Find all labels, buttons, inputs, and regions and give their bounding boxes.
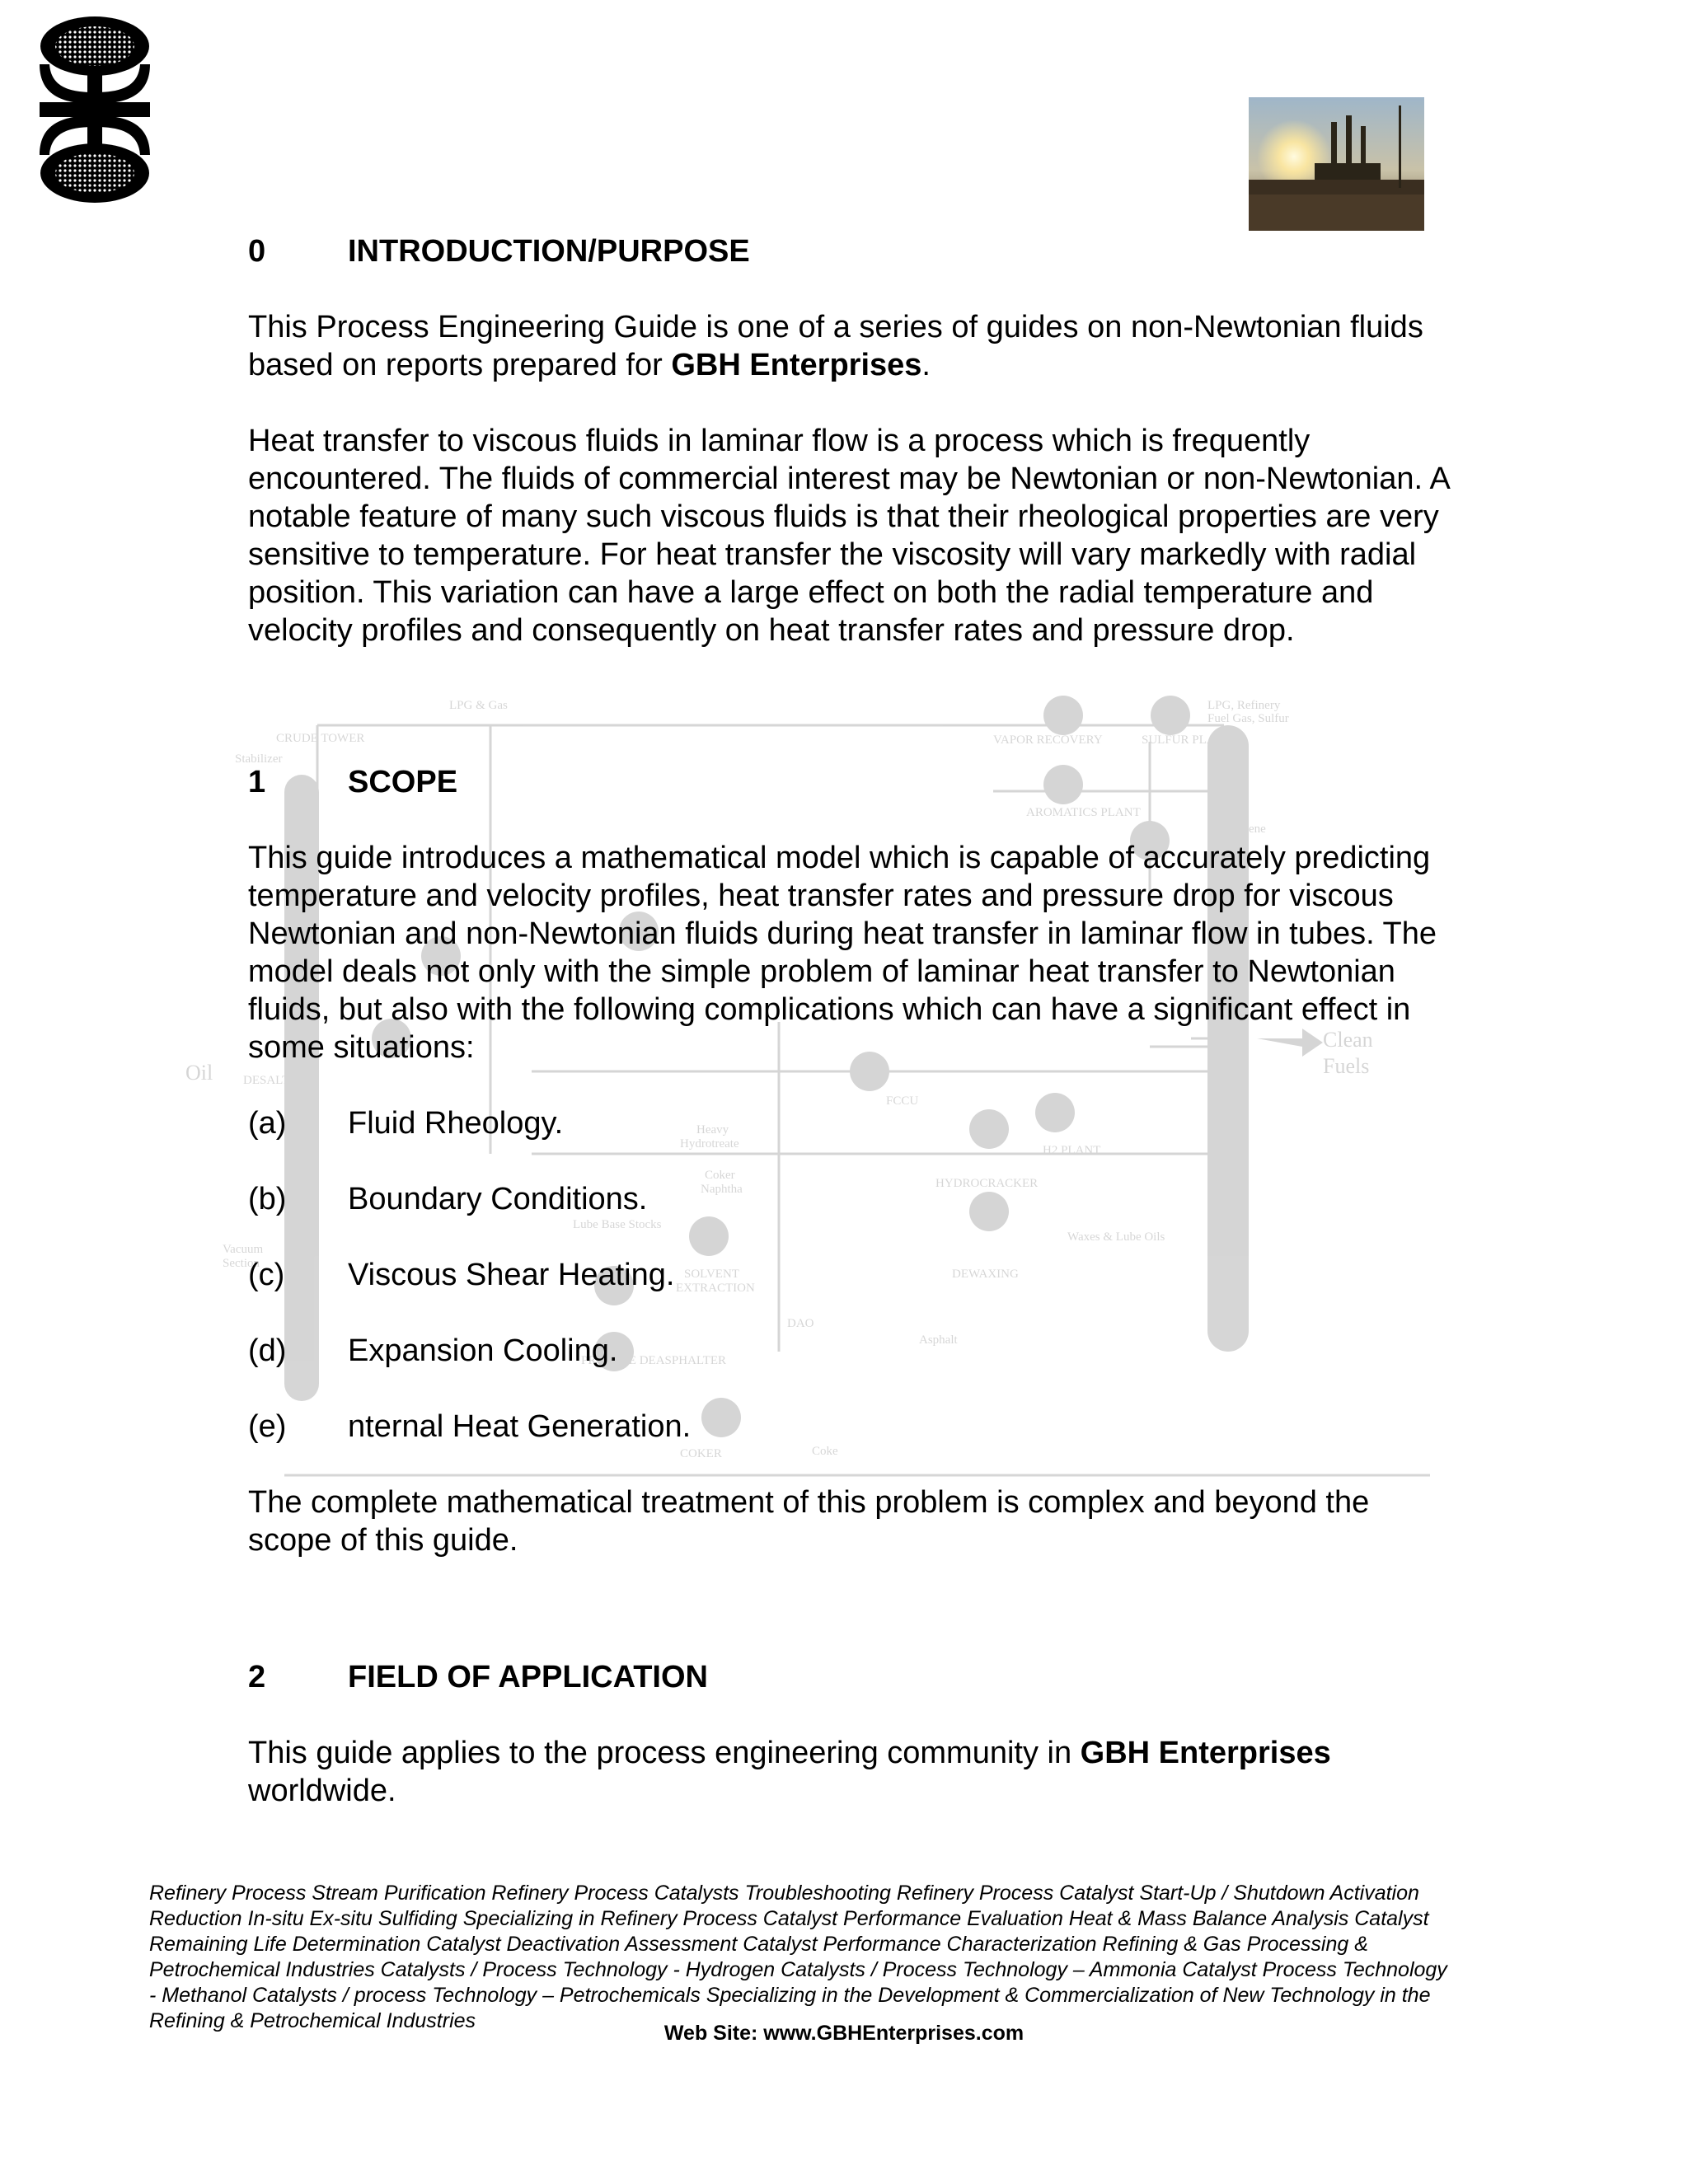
svg-text:DAO: DAO [787, 1317, 814, 1330]
svg-text:EXTRACTION: EXTRACTION [676, 1282, 755, 1295]
company-name: GBH Enterprises [671, 348, 922, 382]
svg-text:Propylene: Propylene [1216, 823, 1266, 836]
section-number: 1 [248, 765, 266, 799]
svg-text:LPG & Gas: LPG & Gas [449, 699, 508, 712]
list-text: Boundary Conditions. [348, 1182, 648, 1216]
scope-paragraph-1: This guide introduces a mathematical model which is capable of accurately predicting temperature and velocity profiles, heat transfer rates and pressure drop for viscous Newtonian and non-Newtonian fluids during heat transfer in laminar flow in tubes. The model deals not only with the simple problem of laminar heat transfer to Newtonian fluids, but also with the following complications which can have a significant effect in some situations: [248, 841, 1437, 1065]
svg-text:Fuels: Fuels [1323, 1054, 1370, 1078]
svg-text:PROPANE DEASPHALTER: PROPANE DEASPHALTER [581, 1354, 727, 1367]
svg-text:COKER: COKER [680, 1447, 722, 1460]
list-text: Expansion Cooling. [348, 1333, 618, 1368]
section-number: 0 [248, 234, 266, 269]
list-marker: (b) [248, 1182, 287, 1216]
svg-text:DEWAXING: DEWAXING [952, 1268, 1019, 1281]
svg-text:BTX: BTX [1207, 773, 1232, 786]
intro-paragraph-1: This Process Engineering Guide is one of a series of guides on non-Newtonian fluids based on reports prepared for GBH Enterprises. [248, 310, 1423, 382]
scope-paragraph-2: The complete mathematical treatment of this problem is complex and beyond the scope of this guide. [248, 1485, 1370, 1558]
list-text: Viscous Shear Heating. [348, 1258, 675, 1292]
svg-text:Vacuum: Vacuum [223, 1243, 264, 1256]
svg-text:SOLVENT: SOLVENT [684, 1268, 739, 1281]
svg-text:H2 PLANT: H2 PLANT [1043, 1144, 1101, 1157]
list-marker: (a) [248, 1106, 287, 1141]
footer-website: Web Site: www.GBHEnterprises.com [663, 2022, 1025, 2045]
list-text: Fluid Rheology. [348, 1106, 564, 1141]
svg-text:Asphalt: Asphalt [919, 1333, 958, 1347]
svg-text:Waxes & Lube Oils: Waxes & Lube Oils [1067, 1230, 1165, 1244]
svg-text:DESALTER: DESALTER [243, 1074, 306, 1087]
list-marker: (e) [248, 1409, 287, 1444]
svg-text:AROMATICS PLANT: AROMATICS PLANT [1026, 806, 1141, 819]
svg-text:HYDROCRACKER: HYDROCRACKER [935, 1177, 1039, 1190]
svg-text:Hydrotreate: Hydrotreate [680, 1137, 739, 1151]
svg-text:LPG, Refinery: LPG, Refinery [1207, 699, 1281, 712]
section-title: INTRODUCTION/PURPOSE [348, 234, 750, 269]
intro-paragraph-2: Heat transfer to viscous fluids in laminar flow is a process which is frequently encountered. The fluids of commercial interest may be Newtonian or non-Newtonian. A notable feature of many such viscous fluids is that their rheological properties are very sensitive to temperature. For heat transfer the viscosity will vary markedly with radial position. This variation can have a large effect on both the radial temperature and velocity profiles and consequently on heat transfer rates and pressure drop. [248, 424, 1449, 648]
svg-text:Lube Base Stocks: Lube Base Stocks [573, 1218, 662, 1231]
svg-text:CRUDE TOWER: CRUDE TOWER [276, 732, 365, 745]
section-title: FIELD OF APPLICATION [348, 1660, 708, 1694]
svg-text:VAPOR RECOVERY: VAPOR RECOVERY [993, 733, 1103, 747]
svg-text:Coke: Coke [812, 1445, 838, 1458]
company-logo-icon [33, 15, 157, 204]
section-number: 2 [248, 1660, 266, 1694]
footer-services-text: Refinery Process Stream Purification Refinery Process Catalysts Troubleshooting Refinery Process Catalyst Start-Up / Shutdown Activation Reduction In-situ Ex-situ Sulfiding Specializing in Refinery Process Catalyst Performance Evaluation Heat & Mass Balance Analysis Catalyst Remaining Life Determination Catalyst Deactivation Assessment Catalyst Performance Characterization Refining & Gas Processing & Petrochemical Industries Catalysts / Process Technology - Hydrogen Catalysts / Process Technology – Ammonia Catalyst Process Technology - Methanol Catalysts / process Technology – Petrochemicals Specializing in the Development & Commercialization of New Technology in the Refining & Petrochemical Industries [149, 1882, 1447, 2032]
svg-text:Clean: Clean [1323, 1028, 1373, 1052]
refinery-sunset-photo [1249, 97, 1424, 231]
svg-text:Fuel Gas, Sulfur: Fuel Gas, Sulfur [1207, 712, 1289, 725]
svg-text:Section: Section [223, 1257, 260, 1270]
svg-text:Stabilizer: Stabilizer [235, 752, 283, 766]
list-marker: (c) [248, 1258, 285, 1292]
svg-text:Coker: Coker [705, 1169, 735, 1182]
list-marker: (d) [248, 1333, 287, 1368]
svg-text:Naphtha: Naphtha [701, 1183, 743, 1196]
svg-text:Heavy: Heavy [696, 1123, 729, 1137]
list-text: nternal Heat Generation. [348, 1409, 692, 1444]
svg-text:FCCU: FCCU [886, 1094, 919, 1108]
section-title: SCOPE [348, 765, 458, 799]
company-name: GBH Enterprises [1080, 1736, 1331, 1770]
application-paragraph-1: This guide applies to the process engineering community in GBH Enterprises worldwide. [248, 1736, 1331, 1808]
svg-text:Oil: Oil [185, 1061, 213, 1085]
svg-text:SULFUR PLANT: SULFUR PLANT [1142, 733, 1232, 747]
